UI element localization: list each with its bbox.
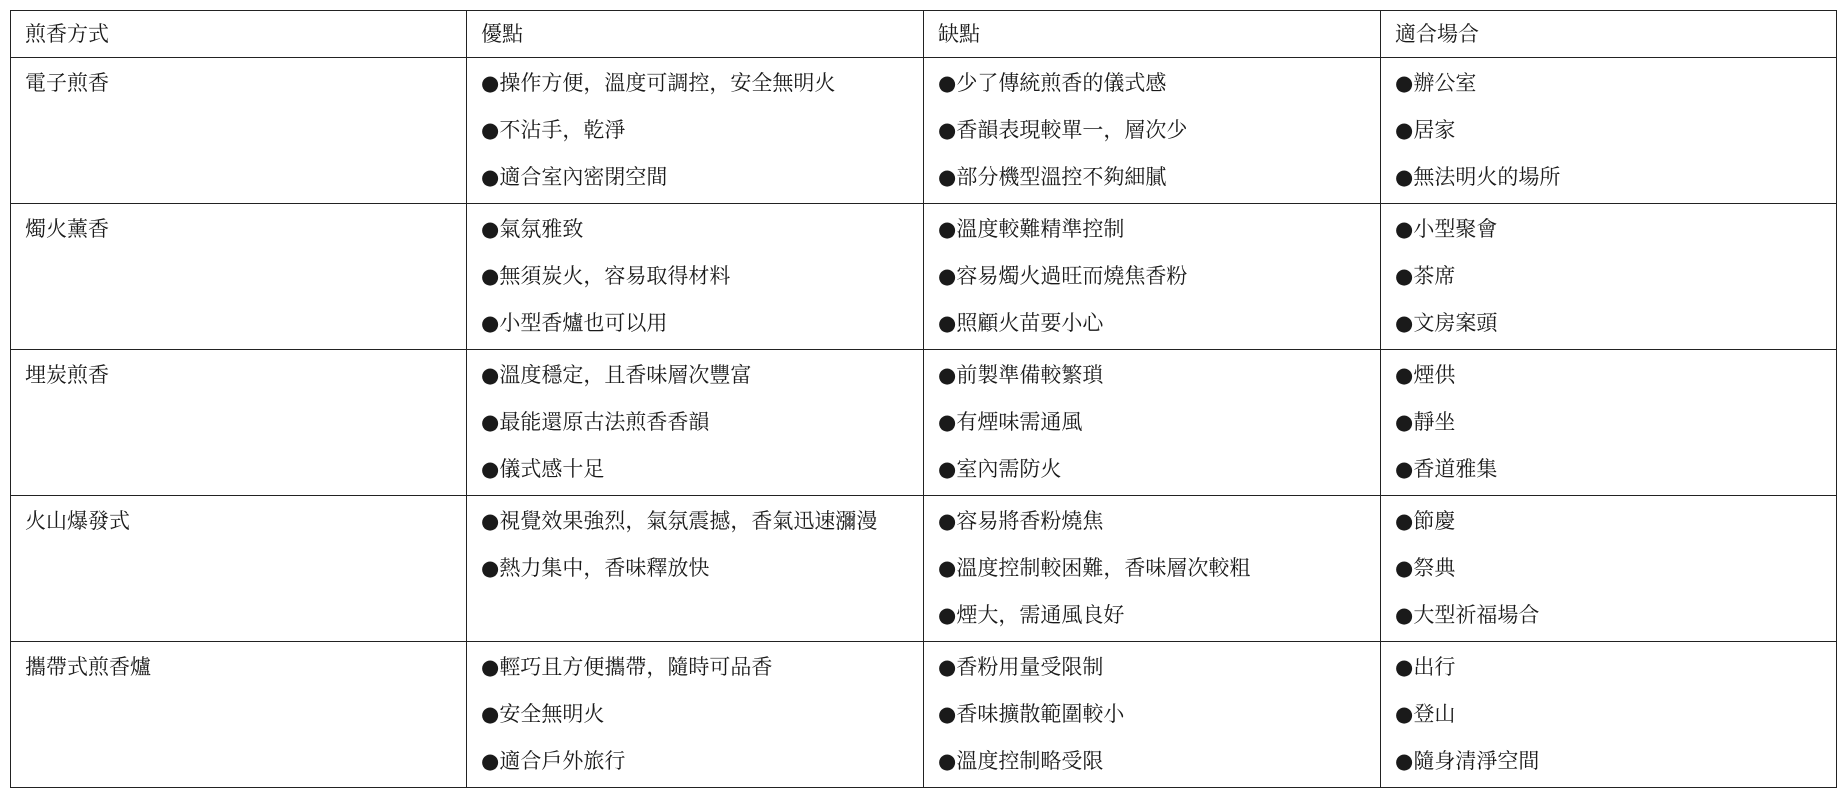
table-row (11, 496, 1837, 642)
cons-item: ●溫度控制較困難，香味層次較粗 (938, 556, 1251, 580)
method-cell (11, 642, 467, 788)
occasion-item: ●茶席 (1395, 264, 1456, 288)
pros-item: ●安全無明火 (481, 702, 605, 726)
occasion-item: ●辦公室 (1395, 71, 1477, 95)
header-row (11, 11, 1837, 58)
table-wrapper (10, 10, 1837, 788)
table-row (11, 204, 1837, 350)
cons-item: ●部分機型溫控不夠細膩 (938, 165, 1167, 189)
occasion-item: ●煙供 (1395, 363, 1456, 387)
pros-item: ●溫度穩定，且香味層次豐富 (481, 363, 752, 387)
occasions-cell (1381, 642, 1837, 788)
pros-item: ●適合戶外旅行 (481, 749, 626, 773)
cons-item: ●香粉用量受限制 (938, 655, 1104, 679)
cons-item: ●容易將香粉燒焦 (938, 509, 1104, 533)
method-name: 電子煎香 (25, 71, 109, 95)
occasions-cell (1381, 350, 1837, 496)
pros-item: ●不沾手，乾淨 (481, 118, 626, 142)
cons-cell (924, 642, 1381, 788)
table-row (11, 58, 1837, 204)
method-name: 攜帶式煎香爐 (25, 655, 151, 679)
cons-cell (924, 496, 1381, 642)
occasion-item: ●祭典 (1395, 556, 1456, 580)
header-cons: 缺點 (924, 11, 1381, 58)
cons-item: ●有煙味需通風 (938, 410, 1083, 434)
pros-item: ●適合室內密閉空間 (481, 165, 668, 189)
occasion-item: ●無法明火的場所 (1395, 165, 1561, 189)
occasion-item: ●居家 (1395, 118, 1456, 142)
cons-cell (924, 58, 1381, 204)
pros-cell (467, 58, 924, 204)
cons-item: ●少了傳統煎香的儀式感 (938, 71, 1167, 95)
pros-item: ●輕巧且方便攜帶，隨時可品香 (481, 655, 773, 679)
pros-item: ●氣氛雅致 (481, 217, 584, 241)
header-method: 煎香方式 (11, 11, 467, 58)
method-cell (11, 204, 467, 350)
occasion-item: ●節慶 (1395, 509, 1456, 533)
method-name: 燭火薰香 (25, 217, 109, 241)
occasions-cell (1381, 496, 1837, 642)
pros-item: ●熱力集中，香味釋放快 (481, 556, 710, 580)
cons-cell (924, 204, 1381, 350)
cons-item: ●前製準備較繁瑣 (938, 363, 1104, 387)
table-row (11, 642, 1837, 788)
pros-item: ●最能還原古法煎香香韻 (481, 410, 710, 434)
header-occasions: 適合場合 (1381, 11, 1837, 58)
occasion-item: ●靜坐 (1395, 410, 1456, 434)
cons-cell (924, 350, 1381, 496)
occasion-item: ●大型祈福場合 (1395, 603, 1540, 627)
cons-item: ●香味擴散範圍較小 (938, 702, 1125, 726)
cons-item: ●煙大，需通風良好 (938, 603, 1125, 627)
pros-cell (467, 496, 924, 642)
method-cell (11, 58, 467, 204)
occasions-cell (1381, 204, 1837, 350)
pros-item: ●小型香爐也可以用 (481, 311, 668, 335)
cons-item: ●室內需防火 (938, 457, 1062, 481)
cons-item: ●容易燭火過旺而燒焦香粉 (938, 264, 1188, 288)
table-row (11, 350, 1837, 496)
cons-item: ●照顧火苗要小心 (938, 311, 1104, 335)
pros-item: ●視覺效果強烈，氣氛震撼，香氣迅速瀰漫 (481, 509, 878, 533)
pros-cell (467, 204, 924, 350)
pros-item: ●操作方便，溫度可調控，安全無明火 (481, 71, 836, 95)
occasion-item: ●香道雅集 (1395, 457, 1498, 481)
cons-item: ●溫度較難精準控制 (938, 217, 1125, 241)
occasion-item: ●登山 (1395, 702, 1456, 726)
method-name: 埋炭煎香 (25, 363, 109, 387)
method-cell (11, 496, 467, 642)
cons-item: ●溫度控制略受限 (938, 749, 1104, 773)
pros-cell (467, 642, 924, 788)
occasions-cell (1381, 58, 1837, 204)
pros-item: ●無須炭火，容易取得材料 (481, 264, 731, 288)
cons-item: ●香韻表現較單一，層次少 (938, 118, 1188, 142)
pros-item: ●儀式感十足 (481, 457, 605, 481)
incense-methods-table (10, 10, 1837, 788)
method-cell (11, 350, 467, 496)
occasion-item: ●隨身清淨空間 (1395, 749, 1540, 773)
header-pros: 優點 (467, 11, 924, 58)
occasion-item: ●出行 (1395, 655, 1456, 679)
pros-cell (467, 350, 924, 496)
occasion-item: ●文房案頭 (1395, 311, 1498, 335)
occasion-item: ●小型聚會 (1395, 217, 1498, 241)
method-name: 火山爆發式 (25, 509, 130, 533)
